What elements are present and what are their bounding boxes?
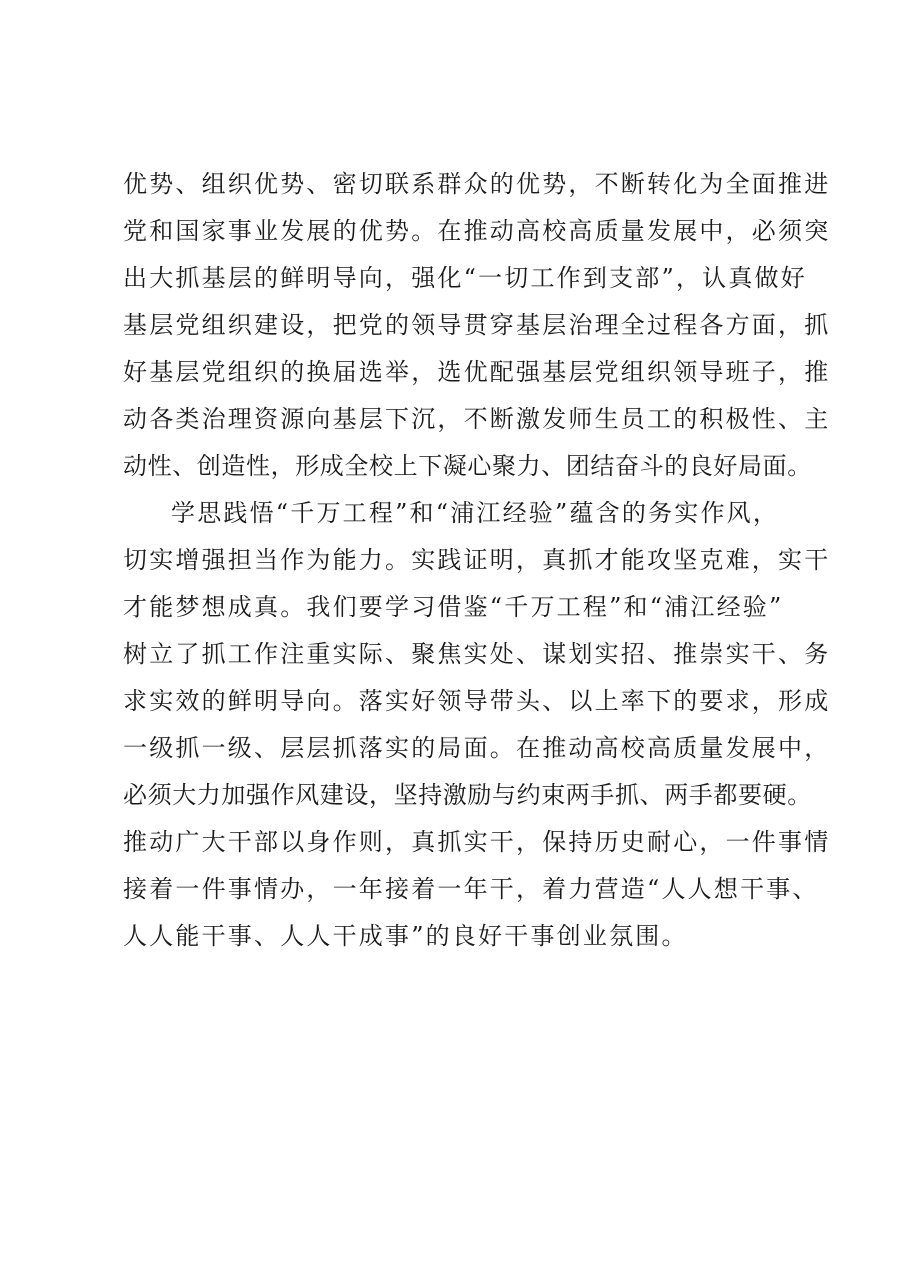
- text-line: 接着一件事情办，一年接着一年干，着力营造“人人想干事、: [123, 875, 819, 903]
- text-line: 动性、创造性，形成全校上下凝心聚力、团结奋斗的良好局面。: [123, 452, 812, 480]
- text-line: 才能梦想成真。我们要学习借鉴“千万工程”和“浦江经验”: [123, 593, 784, 621]
- text-line: 树立了抓工作注重实际、聚焦实处、谋划实招、推崇实干、务: [123, 640, 831, 668]
- paragraph-first-line: 学思践悟“千万工程”和“浦江经验”蕴含的务实作风，: [171, 499, 780, 527]
- text-line: 推动广大干部以身作则，真抓实干，保持历史耐心，一件事情: [123, 828, 831, 856]
- document-body: [123, 161, 831, 960]
- text-line: 基层党组织建设，把党的领导贯穿基层治理全过程各方面，抓: [123, 311, 831, 339]
- text-line: 优势、组织优势、密切联系群众的优势，不断转化为全面推进: [123, 170, 831, 198]
- text-line: 出大抓基层的鲜明导向，强化“一切工作到支部”，认真做好: [123, 264, 807, 292]
- text-line: 必须大力加强作风建设，坚持激励与约束两手抓、两手都要硬。: [123, 781, 812, 809]
- text-line: 一级抓一级、层层抓落实的局面。在推动高校高质量发展中，: [123, 734, 831, 762]
- text-line: 党和国家事业发展的优势。在推动高校高质量发展中，必须突: [123, 217, 831, 245]
- text-line: 好基层党组织的换届选举，选优配强基层党组织领导班子，推: [123, 358, 831, 386]
- text-line: 求实效的鲜明导向。落实好领导带头、以上率下的要求，形成: [123, 687, 831, 715]
- text-line: 动各类治理资源向基层下沉，不断激发师生员工的积极性、主: [123, 405, 831, 433]
- text-line: 人人能干事、人人干成事”的良好干事创业氛围。: [123, 922, 688, 950]
- text-line: 切实增强担当作为能力。实践证明，真抓才能攻坚克难，实干: [123, 546, 831, 574]
